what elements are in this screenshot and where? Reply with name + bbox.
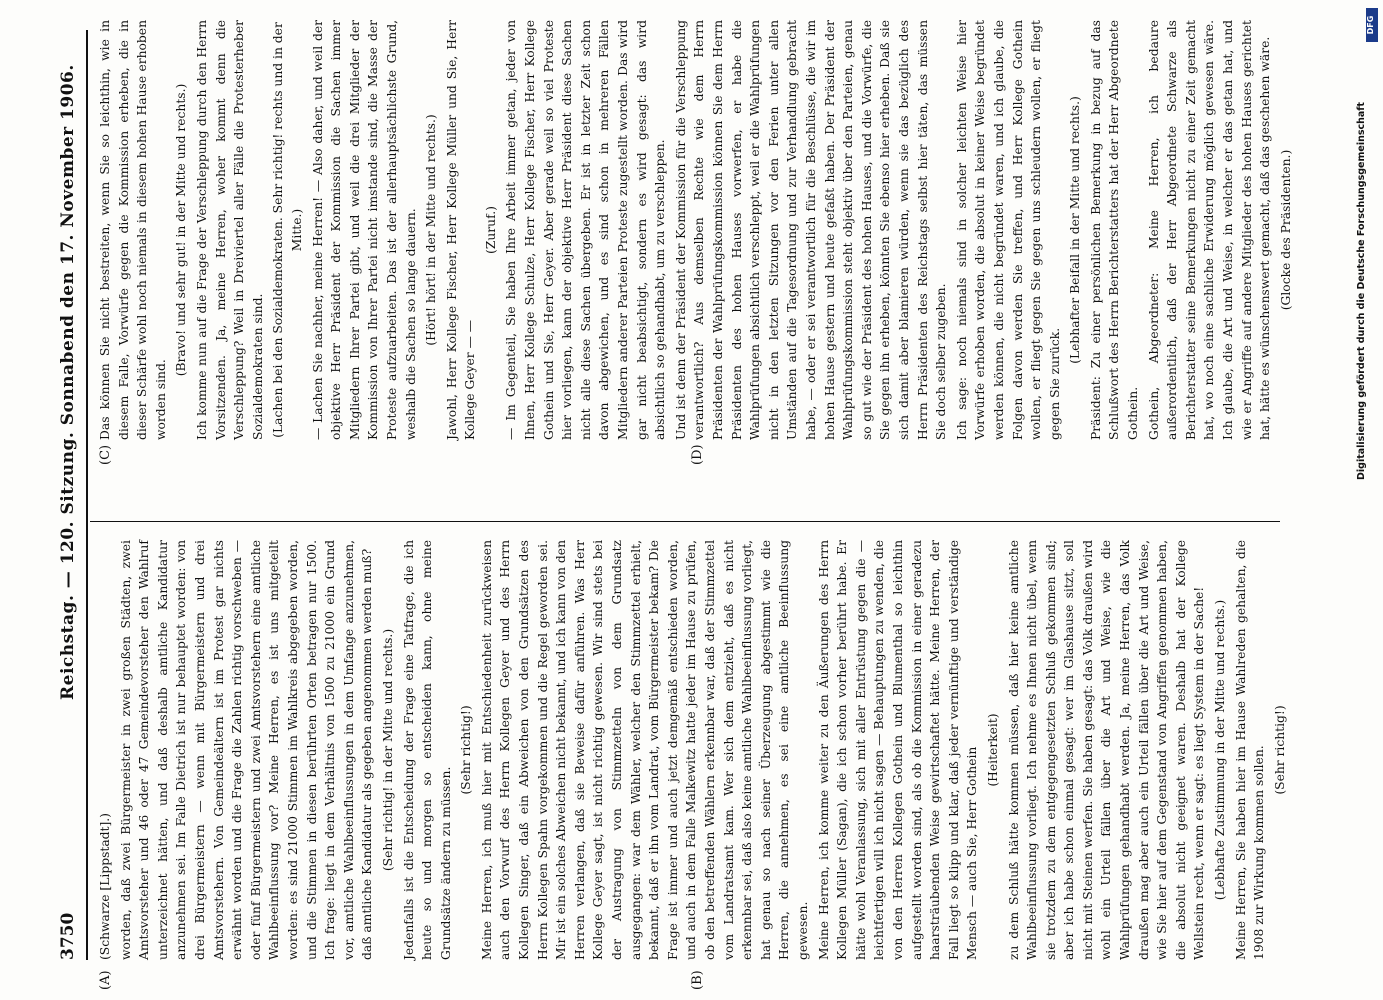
page-title: Reichstag. — 120. Sitzung. Sonnabend den 17. November 1906. xyxy=(58,64,78,700)
right-column xyxy=(96,20,1297,440)
paragraph: Meine Herren, ich komme weiter zu den Äußerungen des Herrn Kollegen Müller (Sagan), die ich schon vorher berührt habe. Er hätte wohl Veranlassung, sich mit aller Entrüstung gegen die — leichtfertigen will ich nicht sagen — Behauptungen zu wenden, die von den Herren Kollegen Gothein und Blumenthal so leichthin aufgestellt worden sind, als ob die Kommission in einer geradezu haarsträubenden Weise gewirtschaftet hätte. Meine Herren, der Fall liegt so klipp und klar, daß jeder vernünftige und verständige Mensch — auch Sie, Herr Gothein xyxy=(816,540,980,960)
header-rule xyxy=(86,30,88,960)
margin-mark-d: (D) xyxy=(690,444,705,465)
paragraph: zu dem Schluß hätte kommen müssen, daß hier keine amtliche Wahlbeeinflussung vorliegt. Ich nehme es Ihnen nicht übel, wenn sie trotzdem zu dem entgegengesetzten Schluß gekommen sind; aber ich habe schon einmal gesagt: wer im Glashause sitzt, soll nicht mit Steinen werfen. Sie haben gesagt: das Volk draußen wird wohl ein Urteil fällen über die Art und Weise, wie die Wahlprüfungen gehandhabt werden. Ja, meine Herren, das Volk draußen mag aber auch ein Urteil fällen über die Art und Weise, wie Sie hier auf dem Gegenstand von Angriffen genommen haben, die absolut nicht geeignet waren. Deshalb hat der Kollege Wellstein recht, wenn er sagt: es liegt System in der Sache! xyxy=(1006,540,1207,960)
interjection: (Sehr richtig!) xyxy=(1272,705,1287,795)
interjection: (Lebhafte Zustimmung in der Mitte und rechts.) xyxy=(1213,599,1228,901)
page-header xyxy=(52,30,86,960)
paragraph: Das können Sie nicht bestreiten, wenn Sie so leichthin, wie in diesem Falle, Vorwürfe gegen die Kommission erheben, die in dieser Schärfe wohl noch niemals in diesem hohen Hause erhoben worden sind. xyxy=(98,20,168,440)
digitization-credit xyxy=(1356,0,1380,1000)
interjection: (Hört! hört! in der Mitte und rechts.) xyxy=(424,114,439,346)
paragraph: worden, daß zwei Bürgermeister in zwei großen Städten, zwei Amtsvorsteher und 46 oder 47 Gemeindevorsteher den Wahlruf unterzeichnet hätten, und daß deshalb amtliche Kandidatur anzunehmen sei. Im Falle Dietrich ist nur behauptet worden: von drei Bürgermeistern — wenn mit Bürgermeistern und drei Amtsvorstehern. Von Gemeindeältern ist im Protest gar nichts erwähnt worden und die Frage die Zahlen richtig vorschweben — oder fünf Bürgermeistern und zwei Amtsvorstehern eine amtliche Wahlbeeinflussung vor? Meine Herren, es ist uns mitgeteilt worden: es sind 21000 Stimmen im Wahlkreis abgegeben worden, und die Stimmen in diesen berührten Orten betragen nur 1500. Ich frage: liegt in dem Verhältnis von 1500 zu 21000 ein Grund vor, amtliche Wahlbeeinflussungen in dem Umfange anzunehmen, daß amtliche Kandidatur als gegeben angenommen werden muß? xyxy=(118,540,375,960)
paragraph: — Im Gegenteil, Sie haben Ihre Arbeit immer getan, jeder von Ihnen, Herr Kollege Schulze, Herr Kollege Fischer, Herr Kollege Gothein und Sie, Herr Geyer. Aber gerade weil so viel Proteste hier vorliegen, kann der objektive Herr Präsident diese Sachen nicht alle diese Sachen übergeben. Er ist in letzter Zeit schon davon abgewichen, und es sind schon in mehreren Fällen Mitgliedern anderer Parteien Proteste zugestellt worden. Das wird gar nicht beabsichtigt, sondern es wird gesagt: das wird absichtlich so gehandhabt, um zu verschleppen. xyxy=(504,20,668,440)
interjection: (Glocke des Präsidenten.) xyxy=(1278,149,1293,311)
column-separator xyxy=(90,521,1280,522)
interjection: (Sehr richtig!) xyxy=(459,705,474,795)
paragraph: — Lachen Sie nachher, meine Herren! — Also daher, und weil der objektive Herr Präsident der Kommission die Sachen immer Mitgliedern Ihrer Partei gibt, und weil die drei Mitglieder der Kommission von Ihrer Partei nicht imstande sind, die Masse der Proteste aufzuarbeiten. Das ist der allerhauptsächlichste Grund, weshalb die Sachen so lange dauern. xyxy=(310,20,418,440)
interjection: (Zuruf.) xyxy=(483,206,498,254)
paragraph: Gothein, Abgeordneter: Meine Herren, ich bedaure außerordentlich, daß der Herr Abgeordnete Schwarze als Berichterstatter seine Bemerkungen nicht zu einer Zeit gemacht hat, wo noch eine sachliche Erwiderung möglich gewesen wäre. Ich glaube, die Art und Weise, in welcher er das getan hat, und wie er Angriffe auf andere Mitglieder des hohen Hauses gerichtet hat, hätte es wünschenswert gemacht, daß das geschehen wäre. xyxy=(1146,20,1273,440)
paragraph: Meine Herren, Sie haben hier im Hause Wahlreden gehalten, die 1908 zur Wirkung kommen sollen. xyxy=(1233,540,1267,960)
left-column xyxy=(96,540,1291,960)
interjection: (Heiterkeit) xyxy=(985,713,1000,787)
margin-mark-b: (B) xyxy=(690,970,705,990)
paragraph: Und ist denn der Präsident der Kommission für die Verschleppung verantwortlich? Aus demselben Rechte wie dem Herrn Präsidenten der Wahlprüfungskommission können Sie dem Herrn Präsidenten des hohen Hauses vorwerfen, er habe die Wahlprüfungen absichtlich verschleppt, weil er die Wahlprüfungen nicht in den letzten Sitzungen vor den Ferien unter allen Umständen auf die Tagesordnung und zur Verhandlung gebracht habe, — oder er sei verantwortlich für die Beschlüsse, die wir im hohen Hause gestern und heute gefaßt haben. Der Präsident der Wahlprüfungskommission steht objektiv über den Parteien, genau so gut wie der Präsident des hohen Hauses, und die Vorwürfe, die Sie gegen ihn erheben, könnten Sie ebenso hier erheben. Daß sie sich damit aber blamieren würden, wenn sie das bezüglich des Herrn Präsidenten des Reichstags selbst hier täten, das müssen Sie doch selber zugeben. xyxy=(673,20,949,440)
paragraph: Jedenfalls ist die Entscheidung der Frage eine Tatfrage, die ich heute so und morgen so entscheiden kann, ohne meine Grundsätze ändern zu müssen. xyxy=(401,540,453,960)
paragraph: Meine Herren, ich muß hier mit Entschiedenheit zurückweisen auch den Vorwurf des Herrn Kollegen Geyer und des Herrn Kollegen Singer, daß ein Abweichen von den Grundsätzen des Herrn Kollegen Spahn vorgekommen und die Regel geworden sei. Mir ist ein solches Abweichen nicht bekannt, und ich kann von den Herren verlangen, daß sie Beweise dafür anführen. Was Herr Kollege Geyer sagt, ist nicht richtig gewesen. Wir sind stets bei der Austragung von Stimmzetteln von dem Grundsatz ausgegangen: war dem Wähler, welcher den Stimmzettel erhielt, bekannt, daß er ihn vom Landrat, vom Bürgermeister bekam? Die Frage ist immer und auch jetzt demgemäß entschieden worden, und auch in dem Falle Malkewitz hatte jeder im Hause zu prüfen, ob den betreffenden Wählern erkennbar war, daß der Stimmzettel vom Landratsamt kam. Wer sich dem entzieht, daß es nicht erkennbar sei, daß also keine amtliche Wahlbeeinflussung vorliegt, hat genau so nach seiner Überzeugung abgestimmt wie die Herren, die annehmen, es sei eine amtliche Beeinflussung gewesen. xyxy=(479,540,810,960)
margin-mark-a: (A) xyxy=(98,970,113,990)
interjection: (Lebhafter Beifall in der Mitte und rechts.) xyxy=(1068,96,1083,364)
margin-mark-c: (C) xyxy=(98,444,113,465)
paragraph: Ich sage: noch niemals sind in solcher leichten Weise hier Vorwürfe erhoben worden, die absolut in keiner Weise begründet werden können, die nicht begründet waren, und ich glaube, die Folgen davon werden Sie treffen, und Herr Kollege Gothein wollen, er fliegt gegen Sie gegen uns schleudern wollen, er fliegt gegen Sie zurück. xyxy=(954,20,1062,440)
interjection: (Sehr richtig! in der Mitte und rechts.) xyxy=(380,628,395,872)
interjection: (Bravo! und sehr gut! in der Mitte und rechts.) xyxy=(174,83,189,377)
dfg-logo: DFG xyxy=(1366,8,1378,42)
paragraph: Ich komme nun auf die Frage der Verschleppung durch den Herrn Vorsitzenden. Ja, meine Herren, woher kommt denn die Verschleppung? Weil in Dreiviertel aller Fälle die Protesterheber Sozialdemokraten sind. xyxy=(194,20,265,440)
paragraph: (Schwarze [Lippstadt].) xyxy=(98,813,112,960)
page-number: 3750 xyxy=(58,912,78,960)
interjection: (Lachen bei den Sozialdemokraten. Sehr richtig! rechts und in der Mitte.) xyxy=(271,22,304,438)
paragraph: Jawohl, Herr Kollege Fischer, Herr Kollege Müller und Sie, Herr Kollege Geyer — — xyxy=(444,20,478,440)
credit-text: Digitalisierung gefördert durch die Deutsche Forschungsgemeinschaft xyxy=(1356,102,1367,480)
paragraph: Präsident: Zu einer persönlichen Bemerkung in bezug auf das Schlußwort des Herrn Berichterstatters hat der Herr Abgeordnete Gothein. xyxy=(1088,20,1141,440)
